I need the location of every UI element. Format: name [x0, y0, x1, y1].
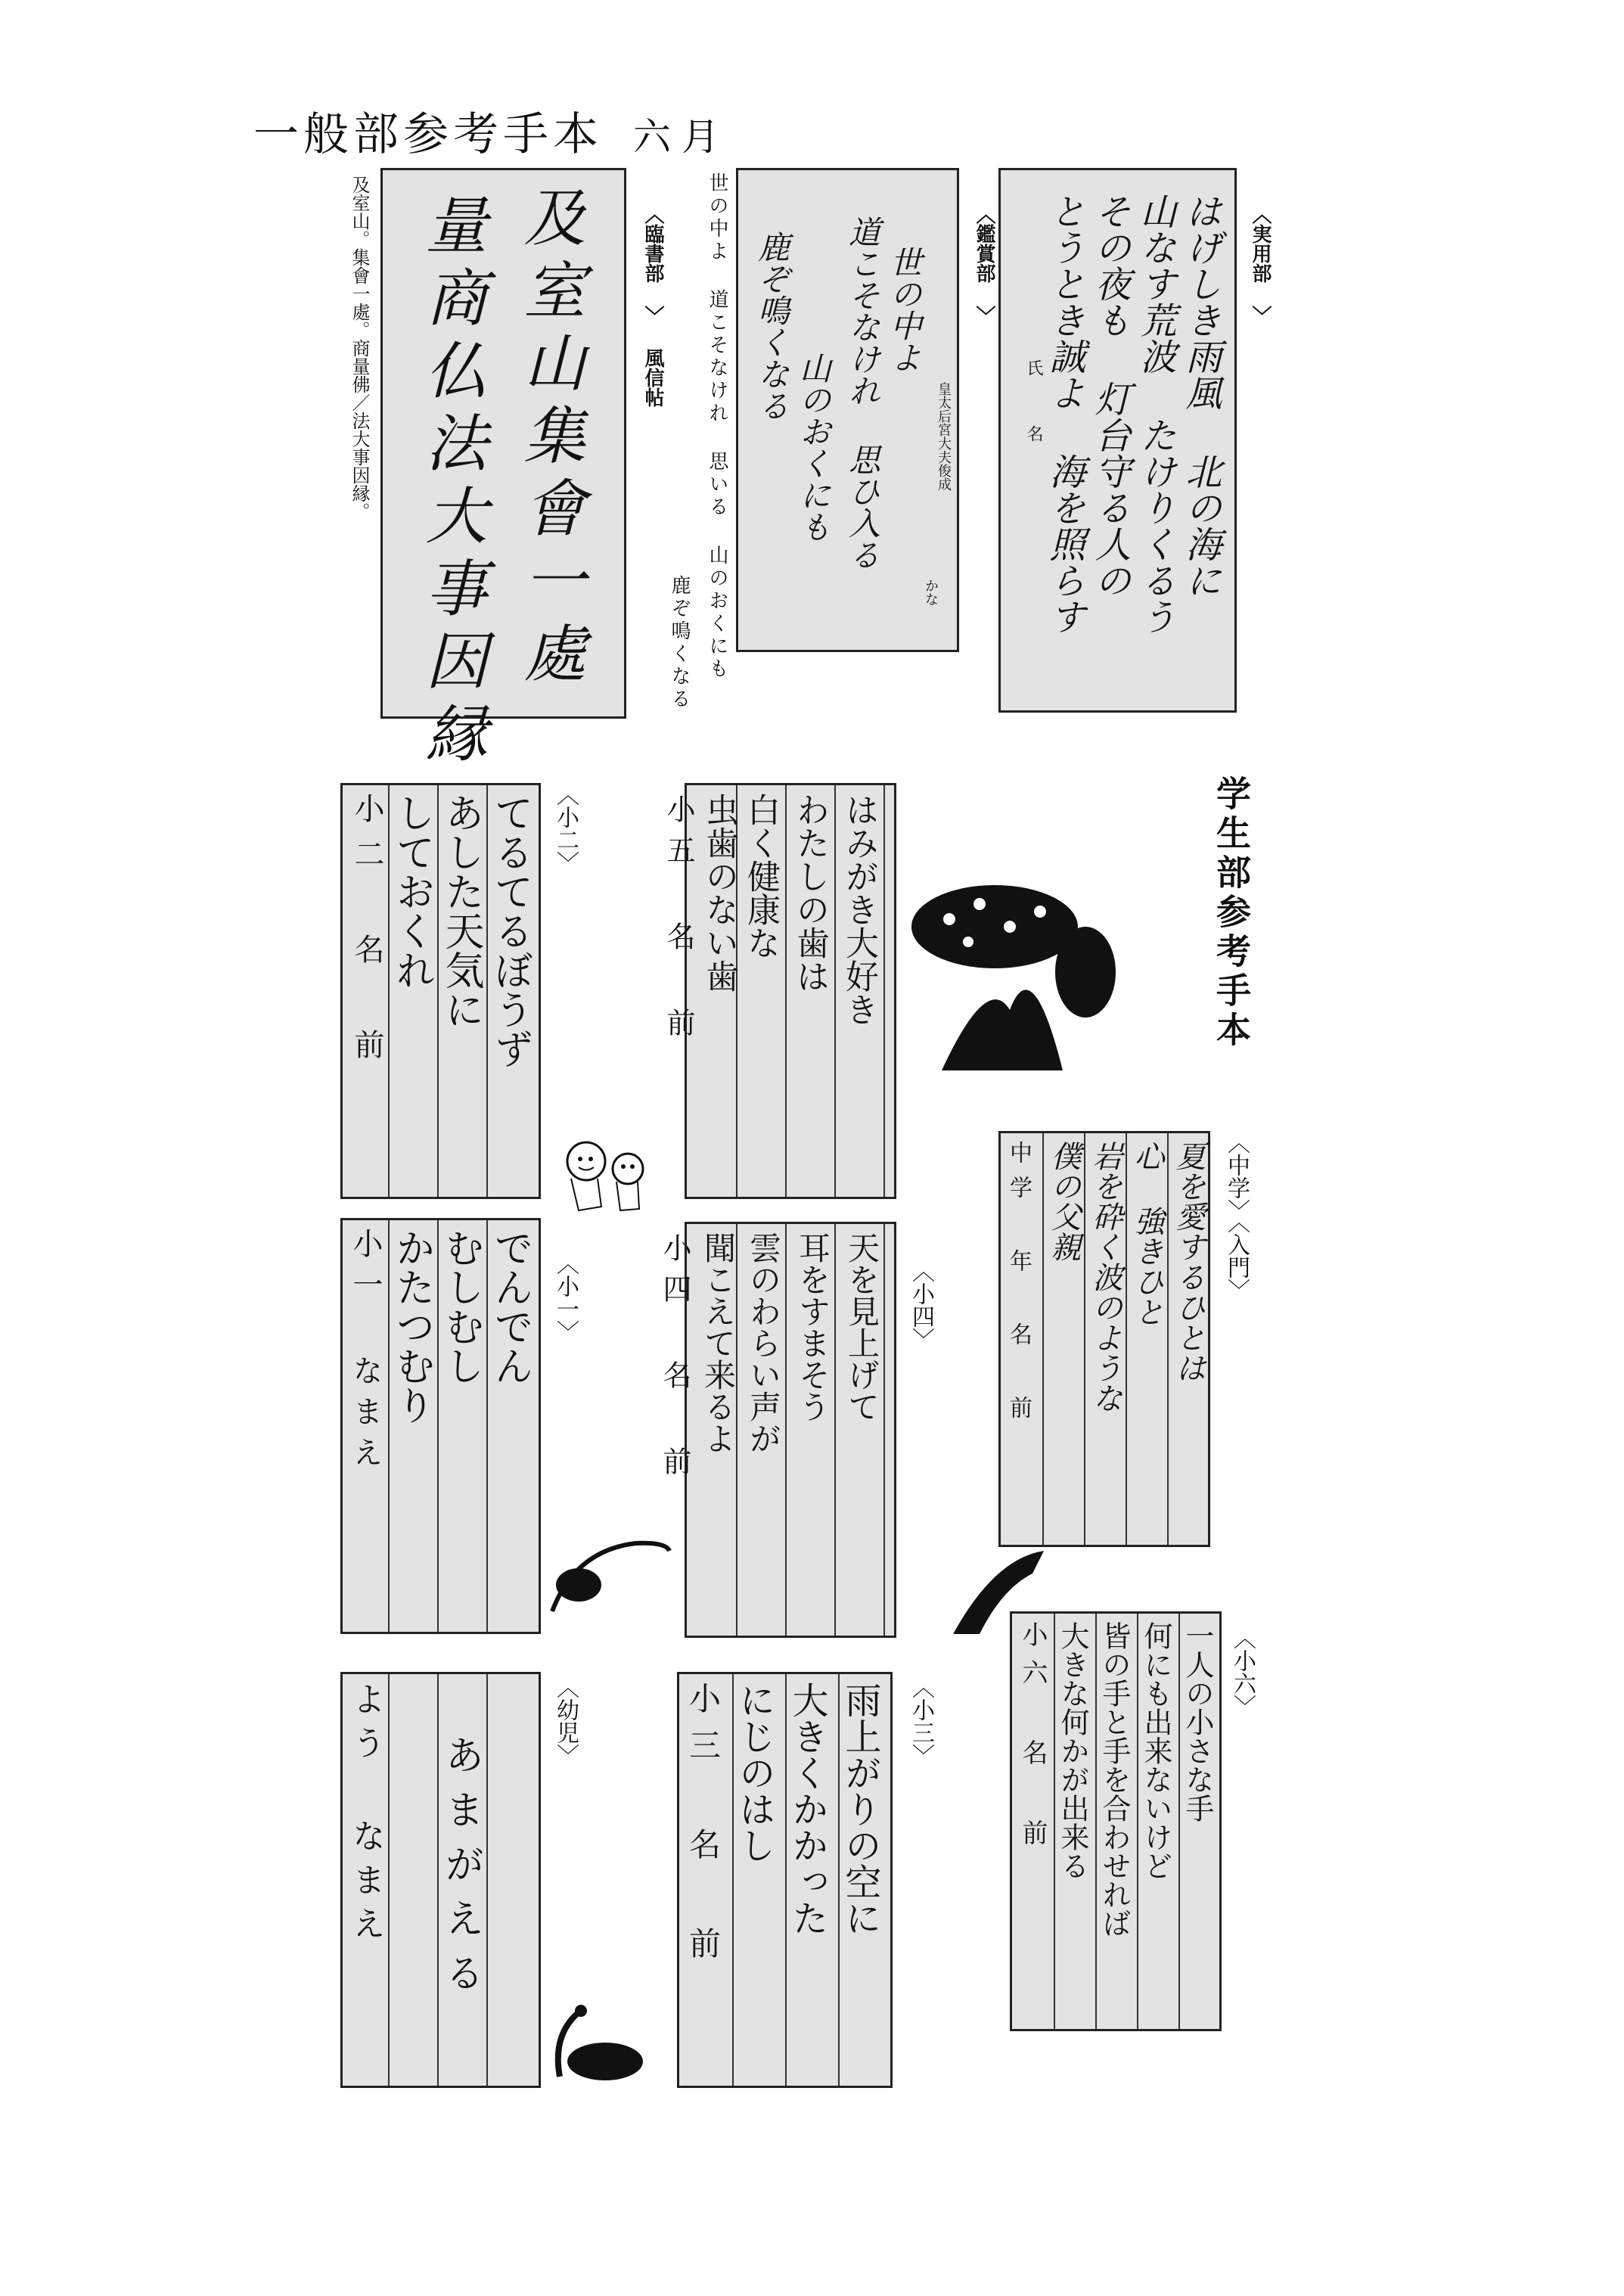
- yoji-name: よう なまえ: [346, 1682, 385, 1950]
- sho3-label: 〈小三〉: [908, 1676, 934, 1766]
- jitsuyo-panel: [998, 168, 1237, 713]
- sho5-line-1: はみがき大好き: [840, 793, 878, 1026]
- kansho-line-1: 世の中よ: [886, 246, 923, 373]
- sho1-line-3: かたつむり: [389, 1228, 434, 1425]
- jitsuyo-line-3: その夜も 灯台守る人の: [1088, 193, 1131, 598]
- chugaku-label: 〈中学〉〈入門〉: [1223, 1131, 1250, 1301]
- jitsuyo-line-4: とうとき誠よ 海を照らす: [1043, 193, 1085, 635]
- sho2-name: 小二 名 前: [349, 793, 384, 1074]
- title-main: 一般部参考手本: [253, 108, 603, 161]
- kansho-line-4: 鹿ぞ鳴くなる: [753, 231, 790, 421]
- rinsho-panel: [380, 168, 626, 774]
- kansho-suffix: かな: [923, 579, 939, 606]
- sho1-line-2: むしむし: [438, 1228, 483, 1385]
- jitsuyo-signature: 氏 名: [1024, 359, 1043, 457]
- sho5-line-2: わたしの歯は: [790, 793, 829, 993]
- sho6-line-4: 大きな何かが出来る: [1056, 1621, 1089, 1880]
- yoji-label: 〈幼児〉: [552, 1676, 579, 1766]
- rinsho-label: 〈臨書部 〉: [641, 204, 664, 325]
- kansho-panel: [736, 168, 959, 652]
- sho6-label: 〈小六〉: [1229, 1626, 1256, 1717]
- sho4-panel: [685, 1222, 896, 1638]
- sho6-line-2: 何にも出来ないけど: [1139, 1621, 1172, 1880]
- rinsho-line-2: 量商仏法大事因縁: [415, 193, 487, 774]
- sho4-name: 小四 名 前: [658, 1233, 691, 1487]
- sho5-line-3: 白く健康な: [741, 793, 780, 959]
- student-heading: 学生部参考手本: [1211, 775, 1252, 1051]
- sho5-name: 小五 名 前: [662, 794, 695, 1049]
- sho5-panel: [685, 783, 896, 1199]
- sho4-label: 〈小四〉: [908, 1260, 934, 1350]
- kansho-line-3: 山のおくにも: [795, 352, 832, 542]
- sho3-line-2: 大きくかかった: [786, 1682, 828, 1936]
- jitsuyo-label: 〈実用部 〉: [1249, 204, 1272, 325]
- sho1-line-1: でんでん: [487, 1228, 533, 1385]
- sho2-line-1: てるてるぼうず: [487, 793, 533, 1068]
- title-month: 六月: [633, 115, 730, 159]
- kansho-reading-2: 鹿ぞ鳴くなる: [668, 575, 691, 711]
- chugaku-line-2: 心 強きひと: [1129, 1141, 1164, 1327]
- ink-wave-illustration: [949, 1543, 1048, 1642]
- chugaku-line-4: 僕の父親: [1046, 1141, 1081, 1262]
- sho4-line-3: 雲のわらい声が: [745, 1232, 782, 1454]
- sho2-line-2: あした天気に: [438, 793, 483, 1029]
- chugaku-line-1: 夏を愛するひとは: [1171, 1141, 1206, 1383]
- rinsho-source: 風信帖: [641, 348, 664, 407]
- chugaku-name: 中学 年 名 前: [1005, 1141, 1032, 1431]
- sho2-line-3: しておくれ: [389, 793, 434, 990]
- page-title: [0, 98, 983, 163]
- jitsuyo-line-2: 山なす荒波 たけりくるう: [1134, 193, 1176, 635]
- kansho-reading-1: 世の中よ 道こそなけれ 思いる 山のおくにも: [706, 172, 728, 681]
- sho4-line-2: 耳をすまそう: [794, 1232, 831, 1422]
- chugaku-panel: [998, 1131, 1210, 1547]
- snail-illustration: [545, 1521, 673, 1634]
- sho6-name: 小六 名 前: [1017, 1621, 1048, 1857]
- yoji-panel: [340, 1672, 541, 2088]
- sho3-panel: [677, 1672, 893, 2088]
- sho3-line-3: にじのはし: [733, 1682, 775, 1863]
- iris-flower-illustration: [896, 859, 1123, 1078]
- rinsho-line-1: 及室山集會一處: [514, 185, 585, 694]
- sho6-line-1: 一人の小さな手: [1181, 1621, 1214, 1822]
- rinsho-reading: 及室山。集會一處。商量佛／法大事因縁。: [349, 176, 370, 520]
- sho2-label: 〈小二〉: [552, 783, 579, 874]
- jitsuyo-line-1: はげしき雨風 北の海に: [1179, 193, 1222, 598]
- sho1-name: 小一 なまえ: [348, 1228, 383, 1477]
- sho4-line-4: 聞こえて来るよ: [700, 1232, 737, 1454]
- sho6-panel: [1010, 1611, 1222, 2031]
- sho2-panel: [340, 783, 541, 1199]
- kansho-author: 皇太后宮大夫俊成: [936, 382, 952, 491]
- chugaku-line-3: 岩を砕く波のような: [1088, 1141, 1123, 1413]
- sho6-line-3: 皆の手と手を合わせれば: [1098, 1621, 1131, 1937]
- sho3-name: 小三 名 前: [685, 1682, 722, 1974]
- teru-teru-bozu-illustration: [556, 1120, 662, 1226]
- kansho-label: 〈鑑賞部 〉: [973, 204, 995, 325]
- sho1-label: 〈小一〉: [552, 1252, 579, 1343]
- sho4-line-1: 天を見上げて: [843, 1232, 880, 1422]
- kansho-line-2: 道こそなけれ 思ひ入る: [844, 216, 881, 570]
- sho5-line-4: 虫歯のない歯: [700, 793, 738, 993]
- sho3-line-1: 雨上がりの空に: [839, 1682, 881, 1936]
- yoji-line-1: あまがえる: [438, 1735, 483, 2007]
- frog-illustration: [545, 1990, 651, 2088]
- sho1-panel: [340, 1218, 541, 1634]
